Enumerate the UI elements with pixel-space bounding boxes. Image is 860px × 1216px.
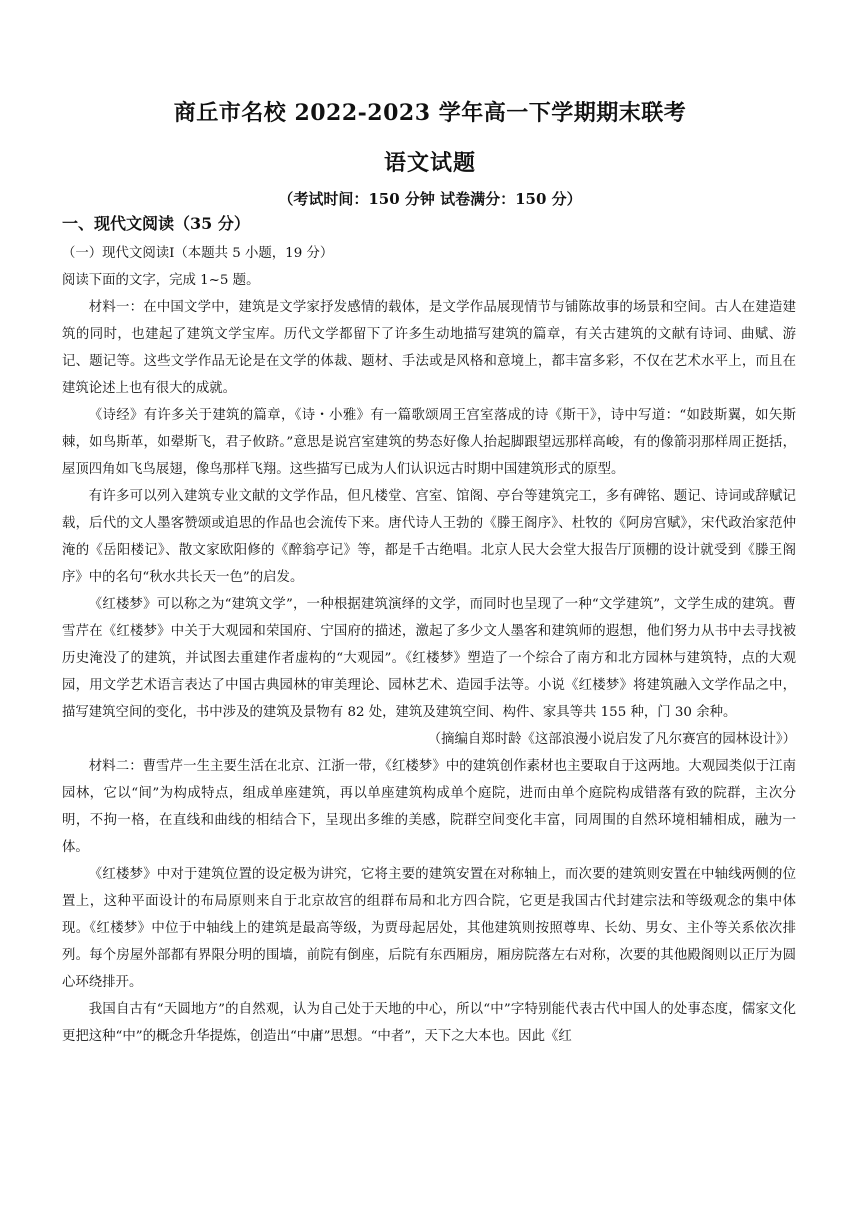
paragraph-6: 《红楼梦》中对于建筑位置的设定极为讲究，它将主要的建筑安置在对称轴上，而次要的建筑则安置在中轴线两侧的位置上，这种平面设计的布局原则来自于北京故宫的组群布局和北方四合院，它更是我国古代封建宗法和等级观念的集中体现。《红楼梦》中位于中轴线上的建筑是最高等级，为贾母起居处，其他建筑则按照尊卑、长幼、男女、主仆等关系依次排列。每个房屋外部都有界限分明的围墙，前院有倒座，后院有东西厢房，厢房院落左右对称，次要的其他殿阁则以正厅为圆心环绕排开。 xyxy=(62,867,796,990)
section-heading: 一、现代文阅读（35 分） xyxy=(62,214,250,233)
reading-passage xyxy=(62,240,796,1050)
instruction-line: 阅读下面的文字，完成 1~5 题。 xyxy=(62,273,260,288)
exam-subtitle: 语文试题 xyxy=(383,150,476,176)
paragraph-1: 材料一：在中国文学中，建筑是文学家抒发感情的载体，是文学作品展现情节与铺陈故事的场景和空间。古人在建造建筑的同时，也建起了建筑文学宝库。历代文学都留下了许多生动地描写建筑的篇章，有关古建筑的文献有诗词、曲赋、游记、题记等。这些文学作品无论是在文学的体裁、题材、手法或是风格和意境上，都丰富多彩，不仅在艺术水平上，而且在建筑论述上也有很大的成就。 xyxy=(62,300,796,396)
exam-info: （考试时间：150 分钟 试卷满分：150 分） xyxy=(278,190,582,208)
source-note: （摘编自郑时龄《这部浪漫小说启发了凡尔赛宫的园林设计》） xyxy=(427,732,796,747)
paragraph-4: 《红楼梦》可以称之为“建筑文学”，一种根据建筑演绎的文学，而同时也呈现了一种“文学建筑”，文学生成的建筑。曹雪芹在《红楼梦》中关于大观园和荣国府、宁国府的描述，激起了多少文人墨客和建筑师的遐想，他们努力从书中去寻找被历史淹没了的建筑，并试图去重建作者虚构的“大观园”。《红楼梦》塑造了一个综合了南方和北方园林与建筑特，点的大观园，用文学艺术语言表达了中国古典园林的审美理论、园林艺术、造园手法等。小说《红楼梦》将建筑融入文学作品之中，描写建筑空间的变化，书中涉及的建筑及景物有 82 处，建筑及建筑空间、构件、家具等共 155 种，门 30 余种。 xyxy=(62,597,796,720)
exam-title: 商丘市名校 2022-2023 学年高一下学期期末联考 xyxy=(173,100,687,126)
paragraph-3: 有许多可以列入建筑专业文献的文学作品，但凡楼堂、宫室、馆阁、亭台等建筑完工，多有碑铭、题记、诗词或辞赋记载，后代的文人墨客赞颂或追思的作品也会流传下来。唐代诗人王勃的《滕王阁序》、杜牧的《阿房宫赋》，宋代政治家范仲淹的《岳阳楼记》、散文家欧阳修的《醉翁亭记》等，都是千古绝唱。北京人民大会堂大报告厅顶棚的设计就受到《滕王阁序》中的名句“秋水共长天一色”的启发。 xyxy=(62,489,796,585)
paragraph-5: 材料二：曹雪芹一生主要生活在北京、江浙一带，《红楼梦》中的建筑创作素材也主要取自于这两地。大观园类似于江南园林，它以“间”为构成特点，组成单座建筑，再以单座建筑构成单个庭院，进而由单个庭院构成错落有致的院群，主次分明，不拘一格，在直线和曲线的相结合下，呈现出多维的美感，院群空间变化丰富，同周围的自然环境相辅相成，融为一体。 xyxy=(62,759,796,855)
paragraph-2: 《诗经》有许多关于建筑的篇章，《诗・小雅》有一篇歌颂周王宫室落成的诗《斯干》，诗中写道：“如跂斯翼，如矢斯棘，如鸟斯革，如翚斯飞，君子攸跻。”意思是说宫室建筑的势态好像人抬起脚跟望远那样高峻，有的像箭羽那样周正挺括，屋顶四角如飞鸟展翅，像鸟那样飞翔。这些描写已成为人们认识远古时期中国建筑形式的原型。 xyxy=(62,408,796,477)
subsection-heading: （一）现代文阅读Ⅰ（本题共 5 小题，19 分） xyxy=(62,246,334,261)
paragraph-7: 我国自古有“天圆地方”的自然观，认为自己处于天地的中心，所以“中”字特别能代表古代中国人的处事态度，儒家文化更把这种“中”的概念升华提炼，创造出“中庸”思想。“中者”，天下之大本也。因此《红 xyxy=(62,1002,796,1044)
